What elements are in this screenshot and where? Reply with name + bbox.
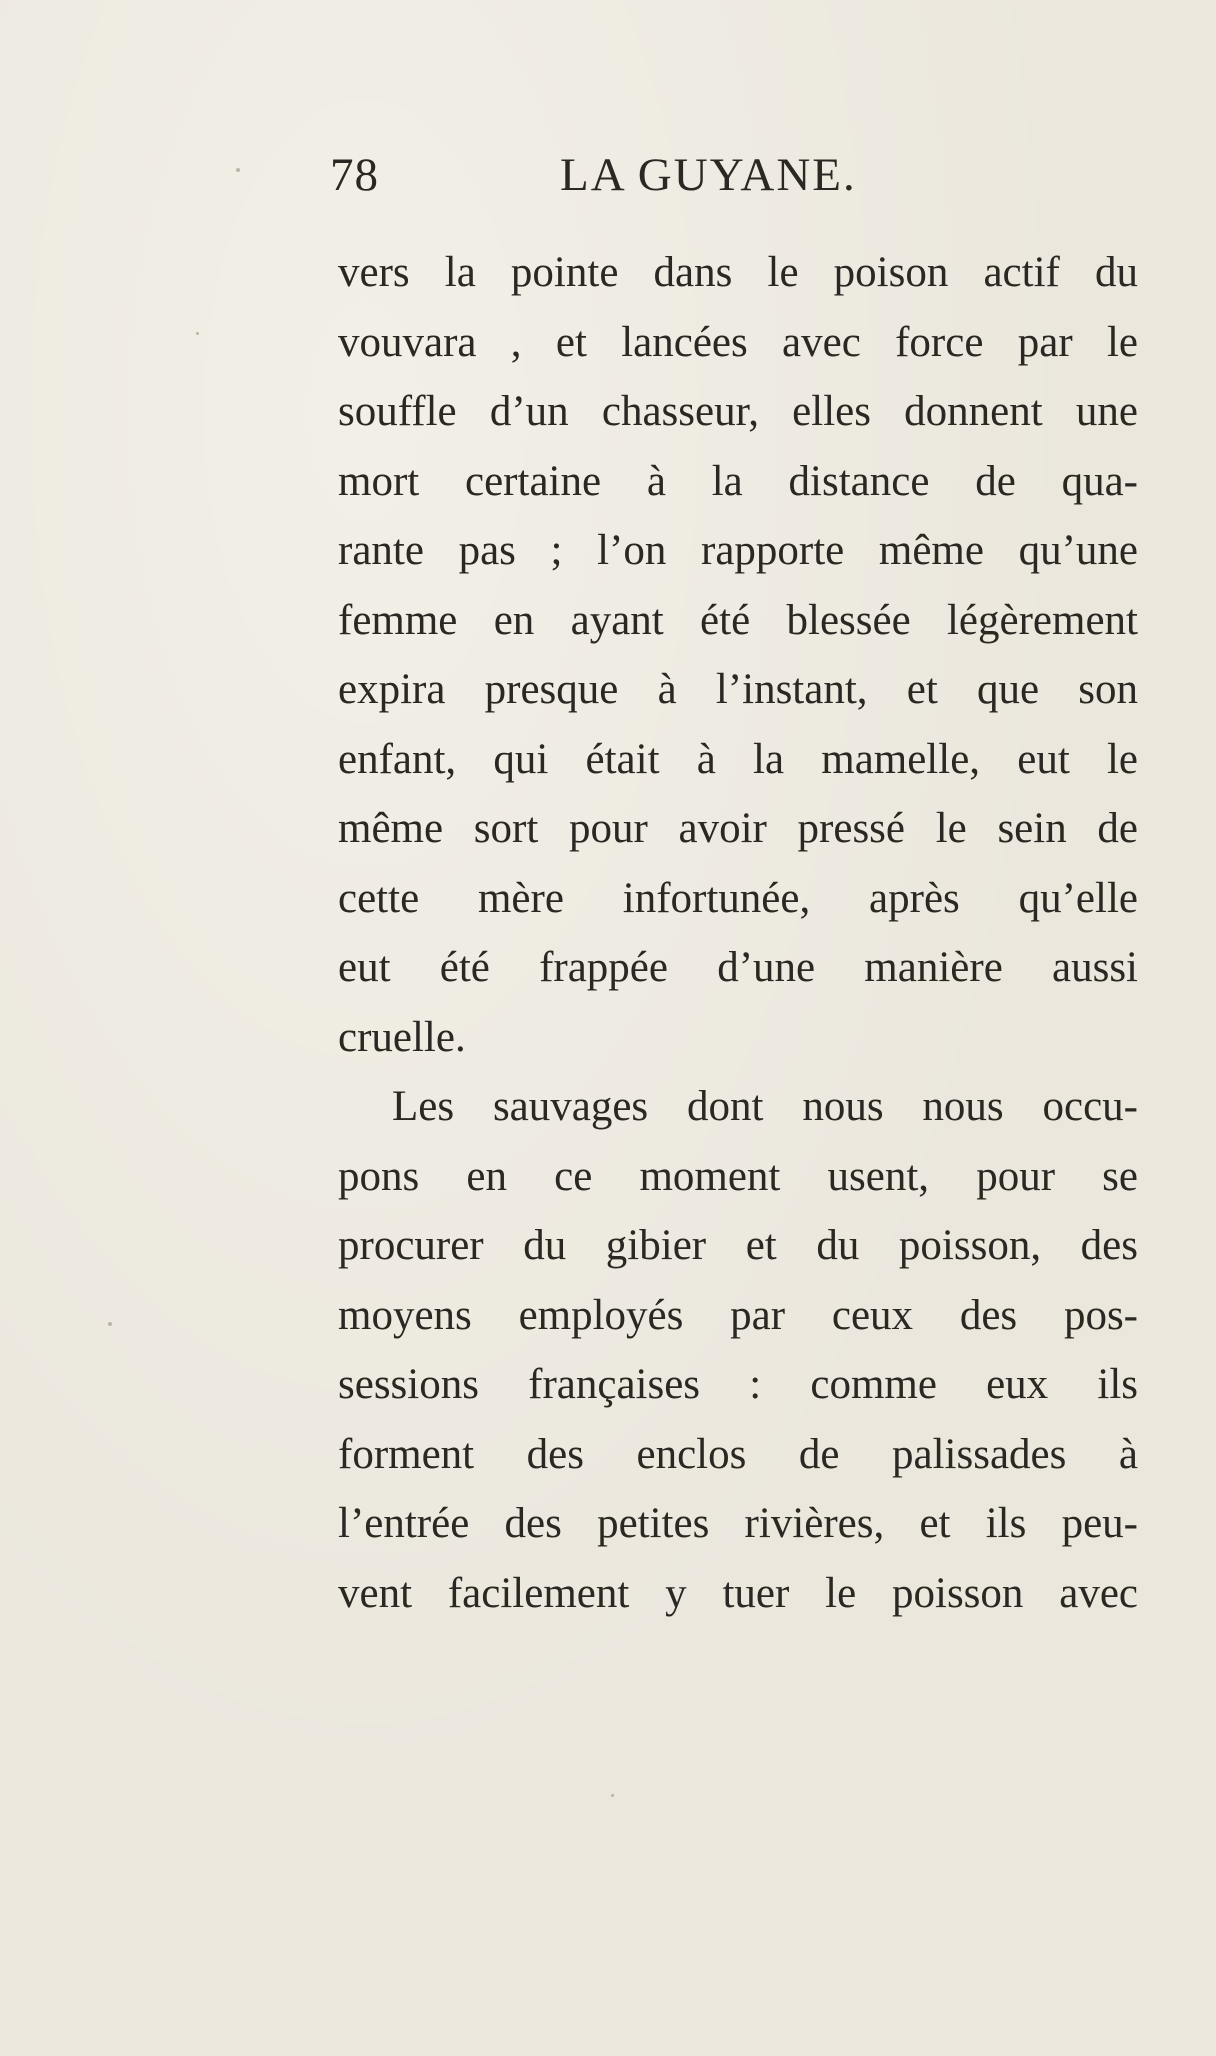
paper-speck (196, 332, 199, 335)
text-line: expira presque à l’instant, et que son (338, 666, 1138, 713)
paper-speck (236, 168, 240, 172)
paper-speck (611, 1794, 614, 1797)
text-line: forment des enclos de palissades à (338, 1430, 1138, 1478)
text-line: moyens employés par ceux des pos- (338, 1291, 1138, 1339)
text-line: sessions françaises : comme eux ils (338, 1361, 1138, 1408)
text-line: eut été frappée d’une manière aussi (338, 944, 1138, 991)
running-title: LA GUYANE. (560, 149, 857, 201)
text-line: enfant, qui était à la mamelle, eut le (338, 735, 1138, 783)
text-line: vouvara , et lancées avec force par le (338, 318, 1138, 366)
page-header (330, 148, 1140, 208)
text-line: souffle d’un chasseur, elles donnent une (338, 388, 1138, 435)
text-line: femme en ayant été blessée légèrement (338, 596, 1138, 644)
text-line: vers la pointe dans le poison actif du (338, 249, 1138, 296)
text-line: procurer du gibier et du poisson, des (338, 1222, 1138, 1269)
text-line: pons en ce moment usent, pour se (338, 1152, 1138, 1200)
paragraph-end-line: cruelle. (338, 1013, 466, 1061)
body-text (338, 238, 1138, 1628)
paragraph-start-line: Les sauvages dont nous nous occu- (392, 1083, 1138, 1130)
text-line: même sort pour avoir pressé le sein de (338, 805, 1138, 852)
text-line: l’entrée des petites rivières, et ils peu- (338, 1500, 1138, 1547)
text-line: cette mère infortunée, après qu’elle (338, 874, 1138, 922)
paper-speck (108, 1322, 112, 1326)
page-number: 78 (330, 149, 379, 201)
text-line: mort certaine à la distance de qua- (338, 457, 1138, 505)
text-line: vent facilement y tuer le poisson avec (338, 1569, 1138, 1617)
text-line: rante pas ; l’on rapporte même qu’une (338, 527, 1138, 574)
